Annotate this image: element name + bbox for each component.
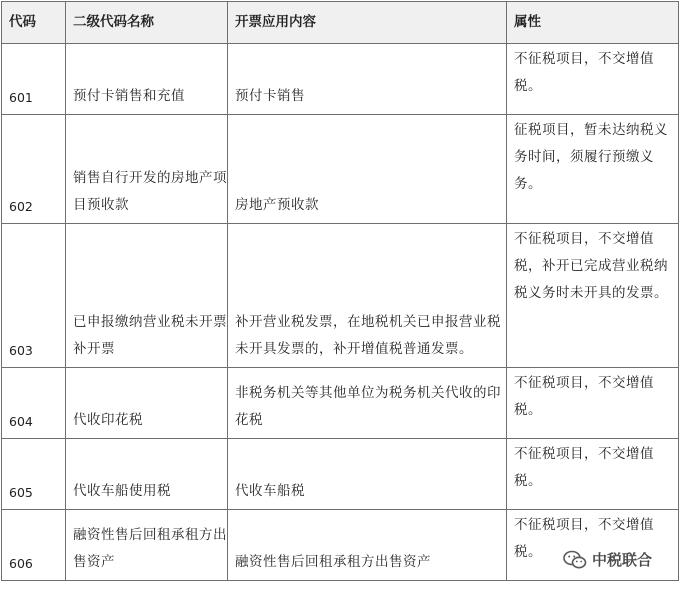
table-header-row [2,2,679,44]
cell-attribute: 征税项目，暂未达纳税义务时间，须履行预缴义务。 [507,115,679,224]
cell-code: 603 [2,224,66,368]
cell-code: 606 [2,510,66,581]
cell-content: 补开营业税发票，在地税机关已申报营业税未开具发票的，补开增值税普通发票。 [228,224,507,368]
header-code: 代码 [2,2,66,44]
cell-attribute: 不征税项目，不交增值税，补开已完成营业税纳税义务时未开具的发票。 [507,224,679,368]
cell-code: 605 [2,439,66,510]
cell-attribute: 不征税项目，不交增值税。 [507,368,679,439]
watermark-text: 中税联合 [592,551,653,569]
table-row [2,115,679,224]
cell-content: 代收车船税 [228,439,507,510]
wechat-icon [563,550,587,570]
table-row [2,439,679,510]
header-invoice-content: 开票应用内容 [228,2,507,44]
cell-name: 代收车船使用税 [66,439,228,510]
cell-attribute: 不征税项目，不交增值税。 [507,510,679,581]
cell-name: 预付卡销售和充值 [66,44,228,115]
cell-code: 601 [2,44,66,115]
cell-name: 销售自行开发的房地产项目预收款 [66,115,228,224]
header-attribute: 属性 [507,2,679,44]
header-secondary-code-name: 二级代码名称 [66,2,228,44]
table-row [2,224,679,368]
cell-content: 融资性售后回租承租方出售资产 [228,510,507,581]
cell-name: 已申报缴纳营业税未开票补开票 [66,224,228,368]
cell-content: 非税务机关等其他单位为税务机关代收的印花税 [228,368,507,439]
tax-code-table [1,1,679,581]
cell-attribute: 不征税项目，不交增值税。 [507,439,679,510]
cell-code: 602 [2,115,66,224]
cell-name: 代收印花税 [66,368,228,439]
watermark [563,549,652,570]
table-row [2,368,679,439]
cell-code: 604 [2,368,66,439]
cell-name: 融资性售后回租承租方出售资产 [66,510,228,581]
table-row [2,44,679,115]
cell-attribute: 不征税项目，不交增值税。 [507,44,679,115]
cell-content: 房地产预收款 [228,115,507,224]
cell-content: 预付卡销售 [228,44,507,115]
